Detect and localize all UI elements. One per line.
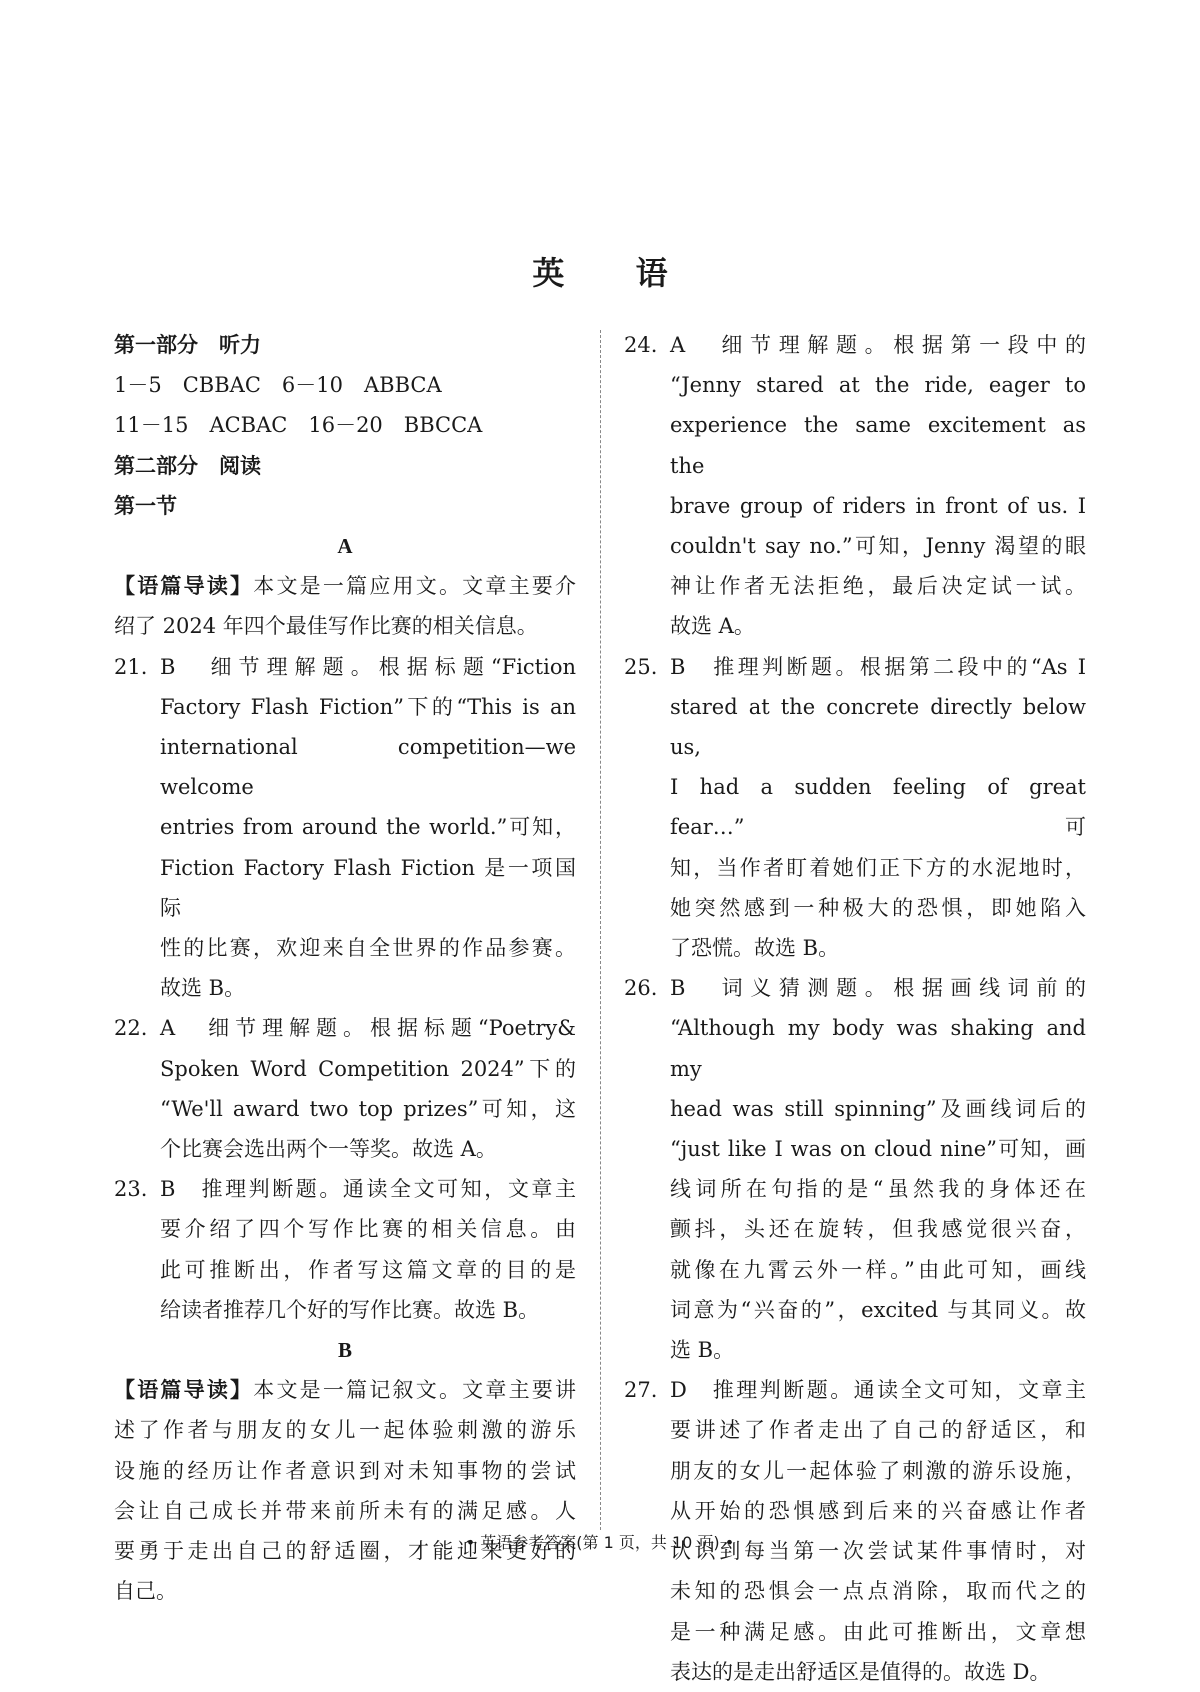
answer-line: 就像在九霄云外一样。”由此可知，画线 (670, 1257, 1086, 1282)
guide-a-line-2: 绍了 2024 年四个最佳写作比赛的相关信息。 (114, 614, 538, 639)
right-column (624, 325, 1086, 1692)
answer-line: 给读者推荐几个好的写作比赛。故选 B。 (160, 1297, 540, 1322)
guide-b-line: 设施的经历让作者意识到对未知事物的尝试 (114, 1458, 576, 1483)
answer-body (670, 968, 1086, 1370)
answer-line: Fiction Factory Flash Fiction 是一项国际 (160, 855, 576, 920)
answer-line: 要讲述了作者走出了自己的舒适区，和 (670, 1418, 1086, 1443)
left-column (114, 325, 576, 1612)
answer-line: entries from around the world.”可知， (160, 815, 576, 840)
answer-line: B 细节理解题。根据标题“Fiction (160, 654, 576, 679)
answer-item-26 (624, 968, 1086, 1370)
guide-b-text-1: 本文是一篇记叙文。文章主要讲 (253, 1378, 577, 1403)
answer-line: 故选 B。 (160, 976, 246, 1001)
answer-line: brave group of riders in front of us. I (670, 493, 1086, 518)
page-title: 英 语 (532, 254, 698, 292)
answer-line: B 词义猜测题。根据画线词前的 (670, 976, 1086, 1001)
answer-line: “We'll award two top prizes”可知，这 (160, 1096, 576, 1121)
guide-b-line: 自己。 (114, 1579, 177, 1604)
answer-body (160, 1008, 576, 1169)
column-divider (600, 330, 601, 1530)
answer-line: 颤抖，头还在旋转，但我感觉很兴奋， (670, 1217, 1086, 1242)
answer-line: “Jenny stared at the ride, eager to (670, 373, 1086, 398)
answer-line: “Although my body was shaking and my (670, 1016, 1086, 1081)
passage-a-label: A (337, 534, 353, 559)
part1-heading: 第一部分 听力 (114, 333, 261, 357)
question-number: 25. (624, 654, 658, 679)
answer-body (670, 325, 1086, 647)
guide-a-line-1 (114, 566, 576, 606)
answer-line: D 推理判断题。通读全文可知，文章主 (670, 1378, 1086, 1403)
answer-body (160, 647, 576, 1009)
answer-item-25 (624, 647, 1086, 969)
listening-answers-1: 1－5 CBBAC 6－10 ABBCA (114, 373, 442, 398)
listening-answers-2: 11－15 ACBAC 16－20 BBCCA (114, 413, 483, 438)
answer-item-21 (114, 647, 576, 1009)
question-number: 22. (114, 1016, 148, 1041)
guide-b-line-1 (114, 1370, 576, 1410)
answer-line: 性的比赛，欢迎来自全世界的作品参赛。 (160, 936, 576, 961)
guide-b-label: 【语篇导读】 (114, 1378, 254, 1403)
answer-line: “just like I was on cloud nine”可知，画 (670, 1137, 1086, 1162)
answer-line: 线词所在句指的是“虽然我的身体还在 (670, 1177, 1086, 1202)
answer-line: head was still spinning”及画线词后的 (670, 1096, 1086, 1121)
answer-line: stared at the concrete directly below us, (670, 694, 1086, 760)
guide-a-text-1: 本文是一篇应用文。文章主要介 (253, 574, 577, 599)
guide-b-line: 会让自己成长并带来前所未有的满足感。人 (114, 1498, 576, 1523)
answer-line: 她突然感到一种极大的恐惧，即她陷入 (670, 895, 1086, 920)
answer-body (160, 1169, 576, 1330)
answer-line: 朋友的女儿一起体验了刺激的游乐设施， (670, 1458, 1086, 1483)
answer-line: 要介绍了四个写作比赛的相关信息。由 (160, 1217, 576, 1242)
answer-line: international competition—we welcome (160, 735, 576, 800)
answer-line: 表达的是走出舒适区是值得的。故选 D。 (670, 1659, 1051, 1684)
answer-line: Factory Flash Fiction”下的“This is an (160, 694, 576, 719)
question-number: 27. (624, 1378, 658, 1403)
guide-a-label: 【语篇导读】 (114, 574, 254, 599)
answer-item-22 (114, 1008, 576, 1169)
question-number: 26. (624, 976, 658, 1001)
answer-line: 此可推断出，作者写这篇文章的目的是 (160, 1257, 576, 1282)
question-number: 24. (624, 333, 658, 357)
answer-line: 未知的恐惧会一点点消除，取而代之的 (670, 1579, 1086, 1604)
answer-line: couldn't say no.”可知，Jenny 渴望的眼 (670, 534, 1086, 559)
part2-heading: 第二部分 阅读 (114, 453, 261, 478)
answer-line: B 推理判断题。根据第二段中的“As I (670, 654, 1086, 679)
answer-line: 选 B。 (670, 1338, 735, 1363)
answer-body (670, 647, 1086, 969)
answer-line: 从开始的恐惧感到后来的兴奋感让作者 (670, 1498, 1086, 1523)
answer-line: A 细节理解题。根据第一段中的 (670, 333, 1086, 357)
question-number: 21. (114, 654, 148, 679)
answer-line: 神让作者无法拒绝，最后决定试一试。 (670, 574, 1086, 599)
answer-line: B 推理判断题。通读全文可知，文章主 (160, 1177, 576, 1202)
question-number: 23. (114, 1177, 148, 1202)
answer-item-23 (114, 1169, 576, 1330)
answer-line: 认识到每当第一次尝试某件事情时，对 (670, 1539, 1086, 1564)
guide-b-line: 述了作者与朋友的女儿一起体验刺激的游乐 (114, 1418, 576, 1443)
answer-line: 了恐慌。故选 B。 (670, 936, 840, 961)
answer-item-24 (624, 325, 1086, 647)
answer-line: experience the same excitement as the (670, 413, 1086, 478)
answer-line: 个比赛会选出两个一等奖。故选 A。 (160, 1137, 497, 1162)
answer-line: I had a sudden feeling of great fear…”可 (670, 775, 1086, 840)
answer-line: Spoken Word Competition 2024”下的 (160, 1056, 576, 1081)
page-footer: • 英语参考答案(第 1 页，共 10 页) • (465, 1533, 735, 1552)
guide-b-line: 要勇于走出自己的舒适圈，才能迎来更好的 (114, 1539, 576, 1564)
answer-line: 知，当作者盯着她们正下方的水泥地时， (670, 855, 1086, 880)
answer-line: 故选 A。 (670, 614, 755, 639)
section1-heading: 第一节 (114, 493, 177, 518)
answer-line: 词意为“兴奋的”，excited 与其同义。故 (670, 1297, 1086, 1322)
answer-line: A 细节理解题。根据标题“Poetry& (160, 1016, 576, 1041)
passage-b-label: B (337, 1338, 352, 1363)
answer-line: 是一种满足感。由此可推断出，文章想 (670, 1619, 1086, 1644)
